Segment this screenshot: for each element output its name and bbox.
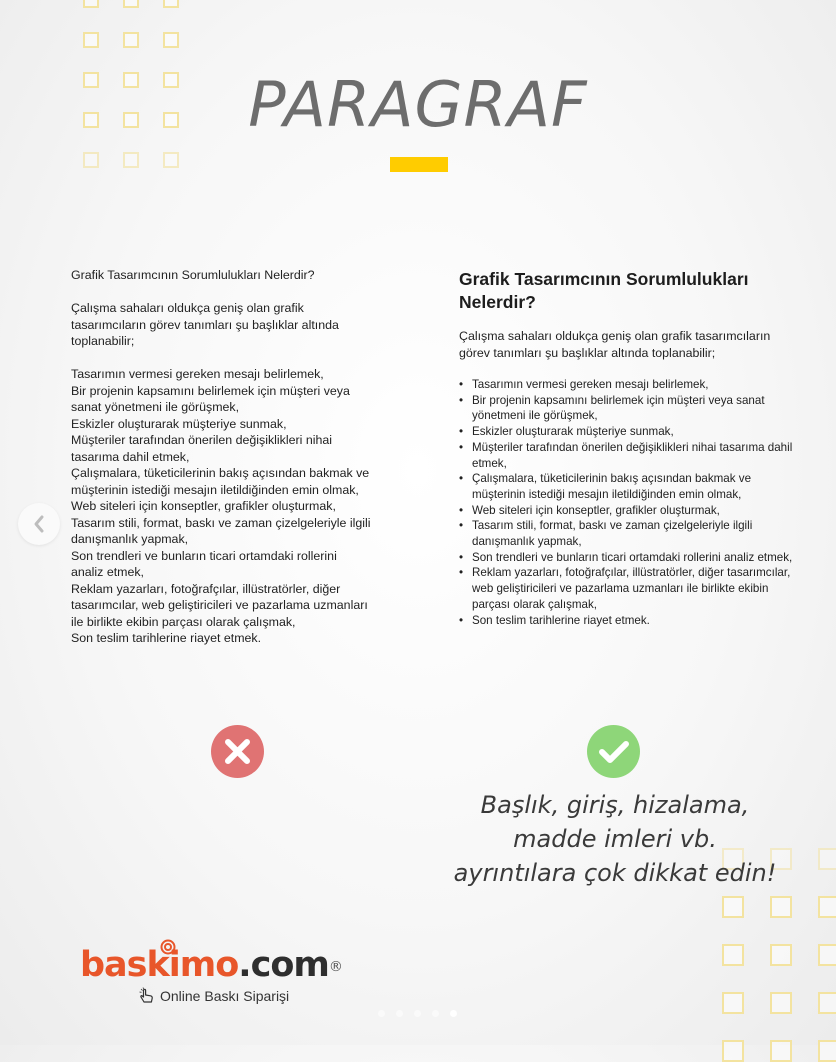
body-line: Son trendleri ve bunların ticari ortamdaki rollerini xyxy=(71,548,337,563)
tip-line: madde imleri vb. xyxy=(513,825,717,853)
carousel-dot-1[interactable] xyxy=(378,1010,385,1017)
tip-message xyxy=(440,788,790,890)
bullet-item: • Reklam yazarları, fotoğrafçılar, illüstratörler, diğer tasarımcılar, web geliştiricileri ve pazarlama uzmanları ile birlikte ekibin parçası olarak çalışmak, xyxy=(459,565,799,612)
bullet-item: • Tasarım stili, format, baskı ve zaman çizelgeleriyle ilgili danışmanlık yapmak, xyxy=(459,518,799,549)
tip-line: ayrıntılara çok dikkat edin! xyxy=(453,859,777,887)
square-decoration xyxy=(770,1040,792,1062)
square-decoration xyxy=(123,0,139,8)
square-decoration xyxy=(818,1040,836,1062)
swirl-icon xyxy=(160,939,176,955)
square-decoration xyxy=(123,32,139,48)
correct-heading: Grafik Tasarımcının Sorumlulukları Nelerdir? xyxy=(459,269,749,312)
check-circle-icon xyxy=(587,725,640,778)
bullet-item: • Son teslim tarihlerine riayet etmek. xyxy=(459,613,799,629)
correct-bullet-list xyxy=(459,377,799,628)
body-line: Reklam yazarları, fotoğrafçılar, illüstratörler, diğer xyxy=(71,581,341,596)
correct-example-column xyxy=(459,268,799,628)
square-decoration xyxy=(123,152,139,168)
bullet-item: • Tasarımın vermesi gereken mesajı belirlemek, xyxy=(459,377,799,393)
slide-title: PARAGRAF xyxy=(248,68,588,141)
square-decoration xyxy=(722,992,744,1014)
square-decoration xyxy=(818,944,836,966)
body-line: danışmanlık yapmak, xyxy=(71,532,189,546)
carousel-dot-2[interactable] xyxy=(396,1010,403,1017)
square-decoration xyxy=(163,152,179,168)
body-line: tasarımcılar, web geliştiricileri ve pazarlama uzmanları xyxy=(71,598,368,612)
square-decoration xyxy=(163,32,179,48)
square-decoration xyxy=(770,992,792,1014)
bullet-item: • Bir projenin kapsamını belirlemek için müşteri veya sanat yönetmeni ile görüşmek, xyxy=(459,393,799,424)
carousel-prev-button[interactable] xyxy=(18,503,60,545)
body-line: Web siteleri için konseptler, grafikler oluşturmak, xyxy=(71,499,336,513)
tip-line: Başlık, giriş, hizalama, xyxy=(480,791,750,819)
brand-name-part2: .com xyxy=(238,945,329,985)
square-decoration xyxy=(818,992,836,1014)
square-decoration xyxy=(818,848,836,870)
bullet-item: • Müşteriler tarafından önerilen değişiklikleri nihai tasarıma dahil etmek, xyxy=(459,440,799,471)
intro-line: Çalışma sahaları oldukça geniş olan grafik xyxy=(71,301,304,315)
bullet-item: • Eskizler oluşturarak müşteriye sunmak, xyxy=(459,424,799,440)
correct-intro: Çalışma sahaları oldukça geniş olan grafik tasarımcıların görev tanımları şu başlıklar altında toplanabilir; xyxy=(459,329,771,360)
intro-line: toplanabilir; xyxy=(71,334,135,348)
body-line: Bir projenin kapsamını belirlemek için müşteri veya xyxy=(71,383,350,398)
body-line: müşterinin istediği mesajın iletildiğinden emin olmak, xyxy=(71,482,359,497)
square-decoration xyxy=(722,896,744,918)
body-line: Müşteriler tarafından önerilen değişiklikleri nihai xyxy=(71,433,333,447)
carousel-pagination xyxy=(378,1010,457,1017)
bullet-item: • Son trendleri ve bunların ticari ortamdaki rollerini analiz etmek, xyxy=(459,550,799,566)
incorrect-intro xyxy=(71,300,411,350)
hand-pointer-icon xyxy=(138,987,156,1005)
bullet-item: • Çalışmalara, tüketicilerinin bakış açısından bakmak ve müşterinin istediği mesajın iletildiğinden emin olmak, xyxy=(459,471,799,502)
bullet-item: • Web siteleri için konseptler, grafikler oluşturmak, xyxy=(459,503,799,519)
body-line: analiz etmek, xyxy=(71,565,145,579)
body-line: tasarıma dahil etmek, xyxy=(71,449,190,464)
carousel-dot-4[interactable] xyxy=(432,1010,439,1017)
x-circle-icon xyxy=(211,725,264,778)
body-line: Çalışmalara, tüketicilerinin bakış açısından bakmak ve xyxy=(71,466,370,480)
body-line: Son teslim tarihlerine riayet etmek. xyxy=(71,631,262,645)
title-accent-bar xyxy=(390,157,448,172)
brand-name xyxy=(80,945,342,985)
body-line: sanat yönetmeni ile görüşmek, xyxy=(71,400,240,414)
incorrect-example-column xyxy=(71,267,411,647)
brand-logo xyxy=(80,945,342,1004)
square-decoration xyxy=(722,1040,744,1062)
square-decoration xyxy=(818,896,836,918)
square-decoration xyxy=(83,0,99,8)
body-line: Eskizler oluşturarak müşteriye sunmak, xyxy=(71,416,287,431)
square-decoration xyxy=(83,32,99,48)
chevron-left-icon xyxy=(32,514,46,534)
brand-tagline-row xyxy=(138,987,289,1005)
square-decoration xyxy=(722,944,744,966)
brand-tagline: Online Baskı Siparişi xyxy=(160,988,290,1004)
incorrect-body xyxy=(71,366,411,647)
square-decoration xyxy=(83,152,99,168)
carousel-dot-5-active[interactable] xyxy=(450,1010,457,1017)
body-line: Tasarım stili, format, baskı ve zaman çizelgeleriyle ilgili xyxy=(71,515,371,530)
body-line: ile birlikte ekibin parçası olarak çalışmak, xyxy=(71,614,296,629)
brand-name-part1: baskimo xyxy=(80,945,239,985)
square-decoration xyxy=(770,944,792,966)
intro-line: tasarımcıların görev tanımları şu başlıklar altında xyxy=(71,317,339,332)
incorrect-heading: Grafik Tasarımcının Sorumlulukları Nelerdir? xyxy=(71,268,315,282)
square-decoration xyxy=(770,896,792,918)
registered-mark: ® xyxy=(328,959,342,975)
square-decoration xyxy=(163,0,179,8)
carousel-dot-3[interactable] xyxy=(414,1010,421,1017)
body-line: Tasarımın vermesi gereken mesajı belirlemek, xyxy=(71,367,324,381)
